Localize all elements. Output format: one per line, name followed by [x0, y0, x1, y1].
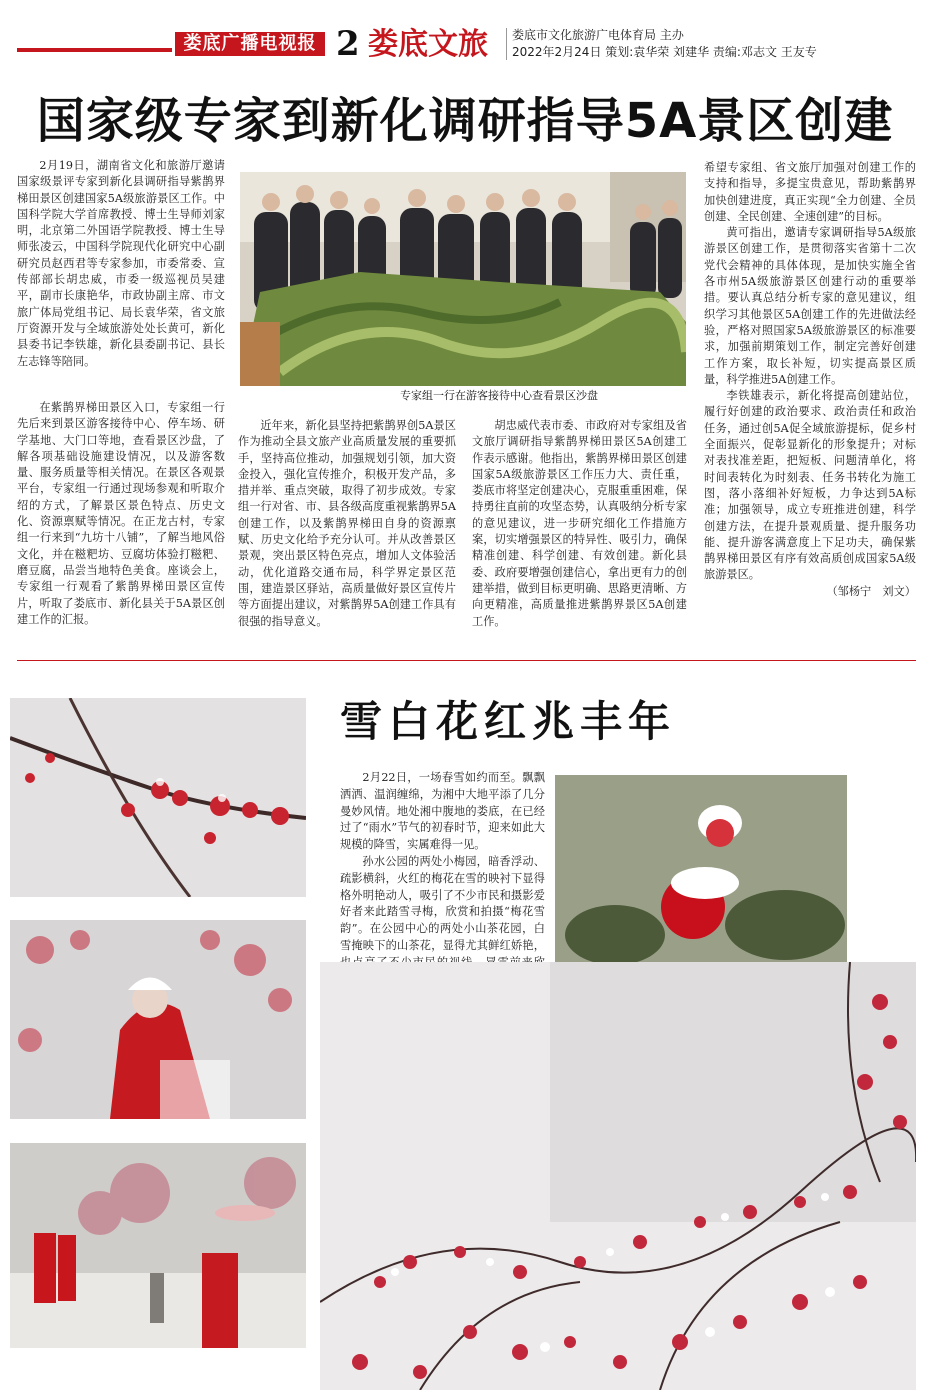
page-number: 2	[336, 24, 360, 64]
article2-headline: 雪白花红兆丰年	[340, 697, 677, 746]
article1-headline: 国家级专家到新化调研指导5A景区创建	[36, 93, 894, 149]
article1-column-1	[17, 158, 225, 370]
article1-paragraph: 胡忠威代表市委、市政府对专家组及省文旅厅调研指导紫鹊界梯田景区5A创建工作表示感谢。他指出，紫鹊界梯田景区创建国家5A级旅游景区工作压力大、责任重，娄底市将坚定创建决心，克服重重困难，保持勇往直前的攻坚态势，认真吸纳分析专家的意见建议，进一步研究细化工作措施方案，切实增强景区的特异性、吸引力，确保精准创建、科学创建、有效创建。新化县委、政府要增强创建信心，拿出更有力的创建举措，做到目标更明确、思路更清晰、方向更精准，高质量推进紫鹊界景区5A创建工作。	[472, 419, 687, 628]
article1-paragraph: 2月19日，湖南省文化和旅游厅邀请国家级景评专家到新化县调研指导紫鹊界梯田景区创建国家5A级旅游景区工作。中国科学院大学首席教授、博士生导师刘家明，北京第二外国语学院教授、博士生导师张凌云，中国科学院现代化研究中心副研究员赵西君等专家参加，市委常委、宣传部部长胡忠威，市委一级巡视员吴建平，副市长康艳华，市政协副主席、市文旅广体局党组书记、局长袁华荣，省文旅厅资源开发与全域旅游处处长黄可，新化县委书记李铁雄，新化县委副书记、县长左志锋等陪同。	[17, 159, 225, 368]
sand-table-photo	[240, 172, 686, 386]
plum-blossom-photo-1	[10, 698, 306, 897]
photo-caption: 专家组一行在游客接待中心查看景区沙盘	[400, 389, 598, 402]
article1-paragraph: 希望专家组、省文旅厅加强对创建工作的支持和指导，多提宝贵意见，帮助紫鹊界加快创建进度，真正实现“全力创建、全员创建、全民创建、全速创建”的目标。	[704, 161, 916, 223]
umbrella-visitors-photo	[10, 1143, 306, 1348]
section-title: 娄底文旅	[368, 27, 488, 62]
masthead-rule	[17, 48, 172, 52]
plum-blossom-snow-photo	[320, 962, 916, 1390]
section-divider	[17, 660, 916, 661]
woman-red-coat-photo	[10, 920, 306, 1119]
article1-paragraph: 近年来，新化县坚持把紫鹊界创5A景区作为推动全县文旅产业高质量发展的重要抓手，坚持高位推动，加强规划引领，加大资金投入，强化宣传推介，积极开发产品，多措并举、重点突破，取得了初步成效。专家组一行对省、市、县各级高度重视紫鹊界5A创建工作，以及紫鹊界梯田自身的资源禀赋、历史文化给予充分认可。并从改善景区景观，突出景区特色亮点，增加人文体验活动，优化道路交通布局，科学界定景区范围，建造景区驿站，高质量做好景区宣传片等方面提出建议，对紫鹊界5A创建工作具有很强的指导意义。	[238, 419, 456, 628]
article1-column-4	[704, 160, 916, 600]
article1-paragraph: 在紫鹊界梯田景区入口，专家组一行先后来到景区游客接待中心、停车场、研学基地、大门口等地，查看景区沙盘，了解各项基础设施建设情况，以及游客数量、服务质量等相关情况。在景区各观景平台，专家组一行通过现场参观和听取介绍的方式，了解景区景色特点、历史文化、资源禀赋等情况。在正龙古村，专家组一行来到“九坊十八铺”，了解当地风俗文化，并在糍粑坊、豆腐坊体验打糍粑、磨豆腐，品尝当地特色美食。座谈会上，专家组一行观看了紫鹊界梯田景区宣传片，听取了娄底市、新化县关于5A景区创建工作的汇报。	[17, 401, 225, 626]
camellia-snow-photo	[555, 775, 847, 978]
date-line: 2022年2月24日 策划:袁华荣 刘建华 责编:邓志文 王友专	[512, 45, 817, 59]
article1-paragraph: 黄可指出，邀请专家调研指导5A级旅游景区创建工作，是贯彻落实省第十二次党代会精神的具体体现，是加快实施全省各市州5A级旅游景区创建行动的重要举措。要认真总结分析专家的意见建议，组织学习其他景区5A创建工作的先进做法经验，严格对照国家5A级旅游景区的标准要求，加强前期策划工作，制定完善好创建工作方案，取长补短，切实提高景区质量，科学推进5A创建工作。	[704, 226, 916, 386]
article2-paragraph: 2月22日，一场春雪如约而至。飘飘洒洒、温润缠绵，为湘中大地平添了几分曼妙风情。地处湘中腹地的娄底，在已经过了“雨水”节气的初春时节，迎来如此大规模的降雪，实属难得一见。	[340, 771, 545, 852]
article1-byline: （邹杨宁 刘文）	[826, 584, 916, 598]
article1-column-2	[238, 418, 456, 630]
article1-paragraph: 李铁雄表示，新化将提高创建站位，履行好创建的政治要求、政治责任和政治任务，通过创5A促全域旅游提标，促乡村全面振兴，促彰显新化的形象提升；对标对表找准差距，把短板、问题清单化，将时间表转化为时刻表、任务书转化为施工图，落小落细补好短板，力争达到5A标准；加强领导，成立专班推进创建，科学创建方法，在提升景观质量、提升服务功能、提升游客满意度上下足功夫，确保紫鹊界梯田景区有序有效高质创成国家5A级旅游景区。	[704, 389, 916, 582]
sponsor-line: 娄底市文化旅游广电体育局 主办	[512, 28, 684, 42]
article1-column-3	[472, 418, 687, 630]
masthead	[0, 0, 926, 70]
article1-column-1b	[17, 400, 225, 628]
sand-table-image	[240, 172, 686, 386]
article2-paragraph: 孙水公园的两处小梅园，暗香浮动、疏影横斜，火红的梅花在雪的映衬下显得格外明艳动人，吸引了不少市民和摄影爱好者来此踏雪寻梅，欣赏和拍摄“梅花雪韵”。在公园中心的两处小山茶花园，白雪掩映下的山茶花，显得尤其鲜红娇艳，	[340, 854, 545, 952]
masthead-divider	[506, 28, 507, 60]
newspaper-logo: 娄底广播电视报	[175, 32, 325, 56]
